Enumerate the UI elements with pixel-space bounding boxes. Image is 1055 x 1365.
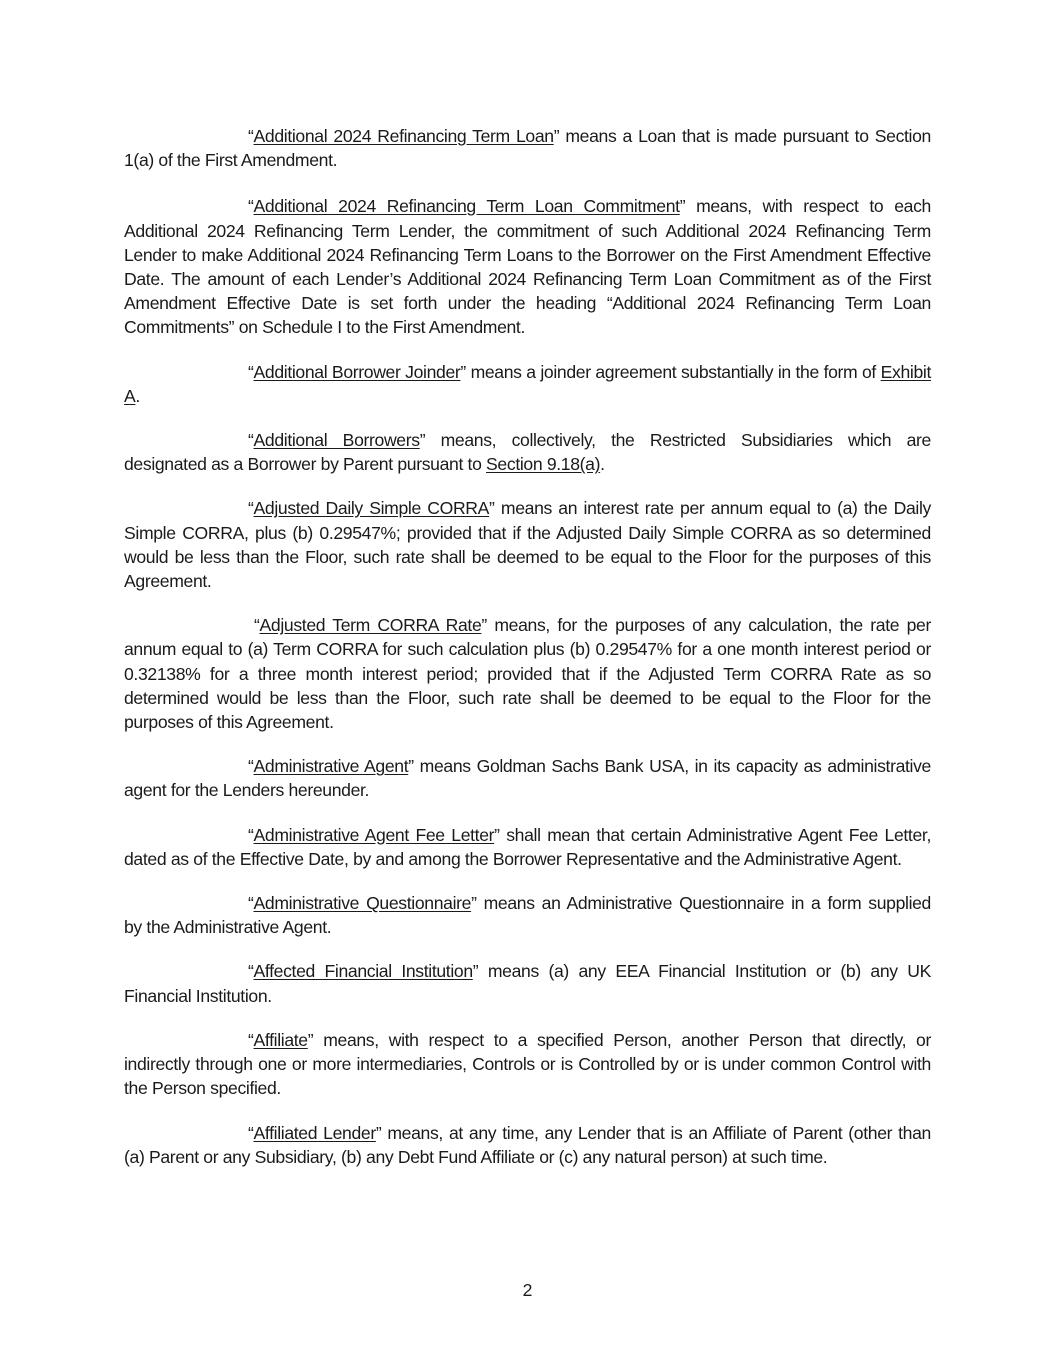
defined-term: Administrative Agent [253, 756, 409, 777]
open-quote: “ [248, 824, 254, 845]
document-page [124, 124, 931, 1189]
defined-term: Adjusted Term CORRA Rate [259, 615, 482, 636]
definition-paragraph [124, 1028, 931, 1101]
close-quote: ” [679, 196, 686, 217]
definition-text: means (a) any EEA Financial Institution or (b) any UK Financial Institution. [124, 961, 931, 1006]
close-quote: ” [307, 1029, 314, 1050]
defined-term: Adjusted Daily Simple CORRA [253, 498, 490, 519]
page-number: 2 [522, 1280, 533, 1300]
definition-paragraph [124, 891, 931, 939]
open-quote: “ [248, 1029, 254, 1050]
close-quote: ” [408, 756, 414, 777]
definition-paragraph [124, 754, 931, 802]
definition-text: means, at any time, any Lender that is an Affiliate of Parent (other than (a) Parent or any Subsidiary, (b) any Debt Fund Affiliate or (c) any natural person) at such time. [124, 1122, 931, 1167]
open-quote: “ [248, 126, 254, 146]
close-quote: ” [553, 126, 560, 146]
open-quote: “ [254, 615, 260, 636]
close-quote: ” [460, 361, 466, 382]
close-quote: ” [471, 893, 477, 914]
definition-tail: . [135, 385, 140, 406]
cross-reference-link: Exhibit A [124, 361, 931, 406]
defined-term: Additional Borrowers [253, 430, 420, 451]
defined-term: Affected Financial Institution [253, 961, 473, 982]
definition-paragraph [124, 1121, 931, 1169]
close-quote: ” [494, 824, 500, 845]
definition-text: means, for the purposes of any calculation, the rate per annum equal to (a) Term CORRA for such calculation plus (b) 0.29547% for a one month interest period or 0.32138% for a three month interest period; provided that if the Adjusted Term CORRA Rate as so determined would be less than the Floor, such rate shall be deemed to be equal to the Floor for the purposes of this Agreement. [124, 615, 931, 733]
definition-text: means an interest rate per annum equal to (a) the Daily Simple CORRA, plus (b) 0.29547%; provided that if the Adjusted Daily Simple CORRA as so determined would be less than the Floor, such rate shall be deemed to be equal to the Floor for the purposes of this Agreement. [124, 498, 931, 592]
cross-reference-link: Section 9.18(a) [486, 454, 601, 475]
definition-text: means an Administrative Questionnaire in a form supplied by the Administrative Agent. [124, 893, 931, 938]
definition-text: means, collectively, the Restricted Subsidiaries which are designated as a Borrower by Parent pursuant to [124, 430, 931, 475]
definition-paragraph [124, 194, 931, 339]
open-quote: “ [248, 498, 254, 519]
close-quote: ” [375, 1122, 382, 1143]
defined-term: Additional Borrower Joinder [253, 361, 461, 382]
open-quote: “ [248, 1122, 254, 1143]
definition-text: shall mean that certain Administrative Agent Fee Letter, dated as of the Effective Date, by and among the Borrower Representative and the Administrative Agent. [124, 824, 931, 869]
definition-text: means, with respect to a specified Person, another Person that directly, or indirectly through one or more intermediaries, Controls or is Controlled by or is under common Control with the Person specified. [124, 1029, 931, 1099]
defined-term: Additional 2024 Refinancing Term Loan Commitment [253, 196, 680, 217]
defined-term: Affiliate [253, 1029, 308, 1050]
definition-paragraph [124, 823, 931, 871]
open-quote: “ [248, 196, 254, 217]
definition-paragraph [124, 613, 931, 734]
definition-paragraph [124, 360, 931, 408]
definition-tail: . [600, 454, 605, 475]
definition-paragraph [124, 428, 931, 476]
defined-term: Additional 2024 Refinancing Term Loan [253, 126, 554, 146]
defined-term: Administrative Agent Fee Letter [253, 824, 495, 845]
open-quote: “ [248, 361, 254, 382]
close-quote: ” [481, 615, 487, 636]
definition-paragraph [124, 496, 931, 593]
defined-term: Administrative Questionnaire [253, 893, 472, 914]
open-quote: “ [248, 893, 254, 914]
close-quote: ” [489, 498, 495, 519]
close-quote: ” [419, 430, 426, 451]
close-quote: ” [472, 961, 479, 982]
definition-text: means a Loan that is made pursuant to Section 1(a) of the First Amendment. [124, 126, 931, 171]
definition-paragraph [124, 959, 931, 1007]
definition-text: means Goldman Sachs Bank USA, in its capacity as administrative agent for the Lenders hereunder. [124, 756, 931, 801]
definition-paragraph [124, 124, 931, 172]
open-quote: “ [248, 430, 254, 451]
open-quote: “ [248, 961, 254, 982]
open-quote: “ [248, 756, 254, 777]
defined-term: Affiliated Lender [253, 1122, 376, 1143]
definition-text: means, with respect to each Additional 2024 Refinancing Term Lender, the commitment of such Additional 2024 Refinancing Term Lender to make Additional 2024 Refinancing Term Loans to the Borrower on the First Amendment Effective Date. The amount of each Lender’s Additional 2024 Refinancing Term Loan Commitment as of the First Amendment Effective Date is set forth under the heading “Additional 2024 Refinancing Term Loan Commitments” on Schedule I to the First Amendment. [124, 196, 931, 338]
definition-text: means a joinder agreement substantially in the form of [465, 361, 881, 382]
